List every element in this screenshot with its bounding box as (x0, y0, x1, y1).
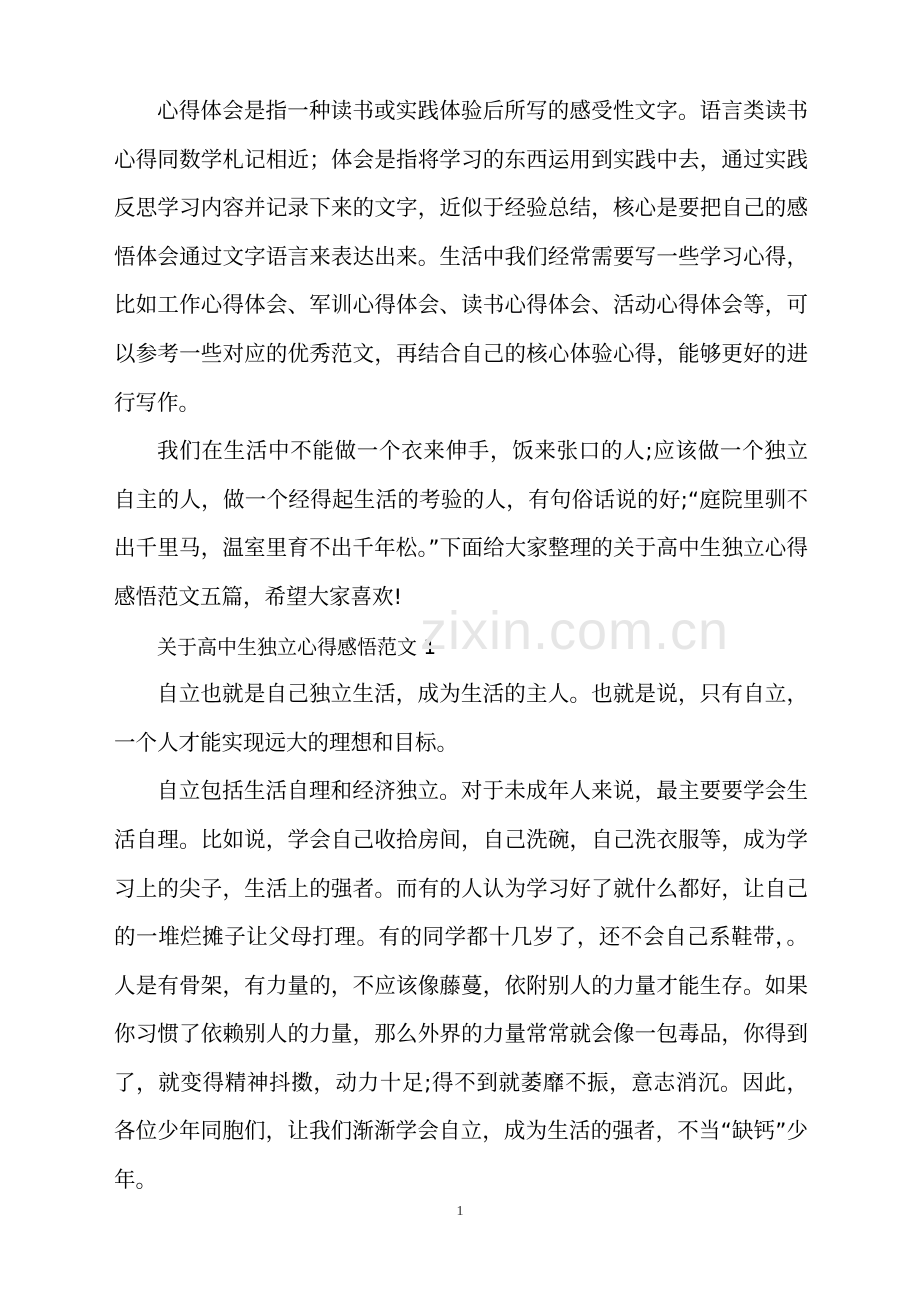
document-body (114, 88, 808, 1206)
section-heading: 关于高中生独立心得感悟范文 1 (157, 634, 437, 659)
watermark: zixin.com.cn (420, 601, 730, 661)
body-paragraph-1: 自立也就是自己独立生活，成为生活的主人。也就是说，只有自立，一个人才能实现远大的理想和目标。 (114, 682, 808, 756)
body-paragraph-2: 自立包括生活自理和经济独立。对于未成年人来说，最主要要学会生活自理。比如说，学会自己收拾房间，自己洗碗，自己洗衣服等，成为学习上的尖子，生活上的强者。而有的人认为学习好了就什么都好，让自己的一堆烂摊子让父母打理。有的同学都十几岁了，还不会自己系鞋带，。人是有骨架，有力量的，不应该像藤蔓，依附别人的力量才能生存。如果你习惯了依赖别人的力量，那么外界的力量常常就会像一包毒品，你得到了，就变得精神抖擞，动力十足;得不到就萎靡不振，意志消沉。因此，各位少年同胞们，让我们渐渐学会自立，成为生活的强者，不当“缺钙”少年。 (114, 779, 808, 1194)
intro-paragraph: 心得体会是指一种读书或实践体验后所写的感受性文字。语言类读书心得同数学札记相近；体会是指将学习的东西运用到实践中去，通过实践反思学习内容并记录下来的文字，近似于经验总结，核心是要把自己的感悟体会通过文字语言来表达出来。生活中我们经常需要写一些学习心得，比如工作心得体会、军训心得体会、读书心得体会、活动心得体会等，可以参考一些对应的优秀范文，再结合自己的核心体验心得，能够更好的进行写作。 (114, 99, 808, 416)
lead-paragraph: 我们在生活中不能做一个衣来伸手，饭来张口的人;应该做一个独立自主的人，做一个经得起生活的考验的人，有句俗话说的好;“庭院里驯不出千里马，温室里育不出千年松。”下面给大家整理的关于高中生独立心得感悟范文五篇，希望大家喜欢! (114, 439, 808, 610)
page-number: 1 (456, 1204, 464, 1219)
